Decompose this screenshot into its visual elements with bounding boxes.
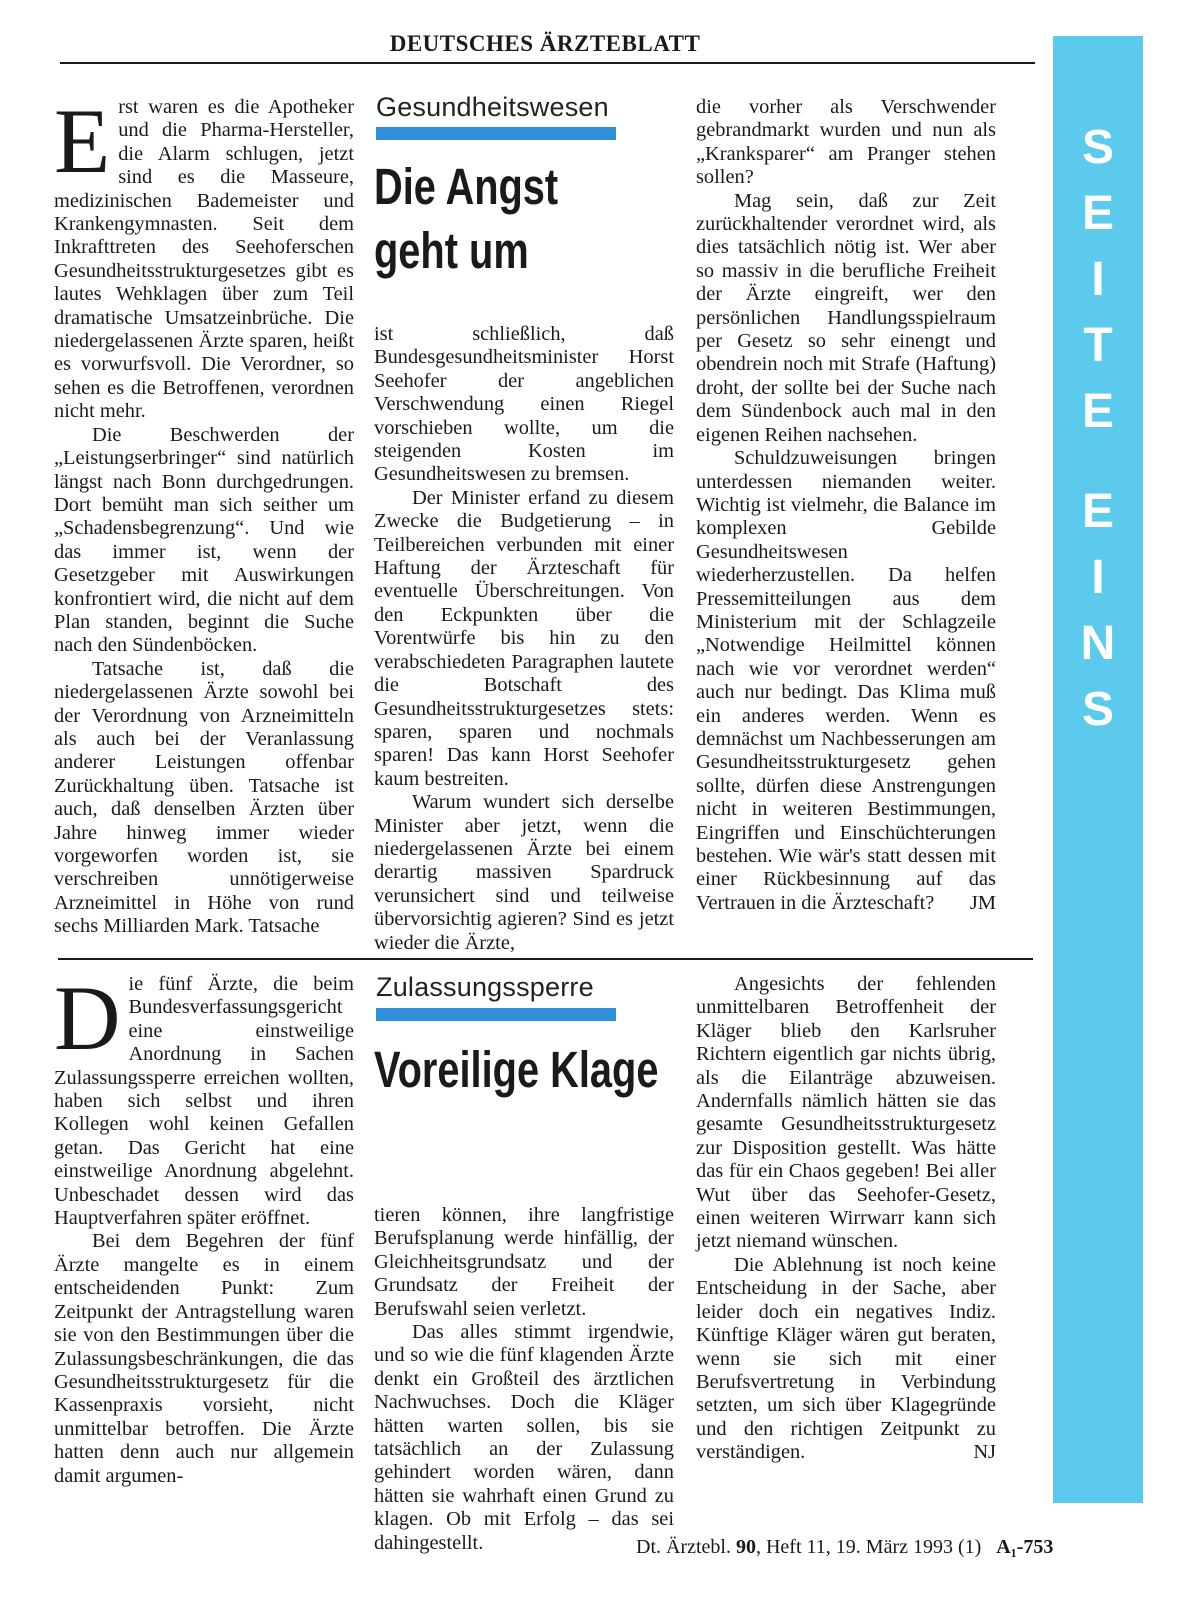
strip-letter: E (1081, 385, 1114, 438)
paragraph-text: Die Ablehnung ist noch keine Entscheidung in der Sache, aber leider doch ein negatives Indiz. Künftige Kläger wären gut beraten, wenn sie sich mit einer Berufsvertretung in Verbindung setzten, um sich über Klagegründe und den richtigen Zeitpunkt zu verständigen. (696, 1253, 996, 1464)
article1-headline-line-1: Die Angst (374, 158, 559, 215)
footer-issue: , Heft 11, 19. März 1993 (1) (755, 1536, 982, 1558)
author-signature: JM (969, 891, 996, 914)
article2-paragraph: Das alles stimmt irgendwie, und so wie die fünf klagenden Ärzte denkt ein Großteil des ärztlichen Nachwuchses. Doch die Kläger hätten warten sollen, bis sie tatsächlich an der Zulassung gehindert worden wären, dann hätten sie wahrhaft einen Grund zu klagen. Ob mit Erfolg – das sei dahingestellt. (374, 1321, 674, 1554)
strip-letter: T (1083, 319, 1113, 372)
article1-headline-line-2: geht um (374, 222, 529, 279)
page-number: A₁-753 (996, 1536, 1054, 1558)
article2-column-1 (54, 967, 354, 1488)
strip-letter: N (1080, 617, 1116, 670)
strip-letter: I (1091, 551, 1105, 604)
article1-paragraph: Der Minister erfand zu diesem Zwecke die Budgetierung – in Teilbereichen verbunden mit einer Haftung der Ärzteschaft für eventuelle Überschreitungen. Von den Eckpunkten über die Vorentwürfe bis hin zu den verabschiedeten Paragraphen lautete die Botschaft des Gesundheitsstrukturgesetzes stets: sparen, sparen und nochmals sparen! Das kann Horst Seehofer kaum bestreiten. (374, 486, 674, 790)
strip-letter: S (1081, 683, 1114, 736)
paragraph-text: rst waren es die Apotheker und die Pharma-Hersteller, die Alarm schlugen, jetzt sind es die Masseure, medizinischen Bademeister und Krankengymnasten. Seit dem Inkrafttreten des Seehoferschen Gesundheitsstrukturgesetzes gibt es lautes Wehklagen über zum Teil dramatische Umsatzeinbrüche. Die niedergelassenen Ärzte sparen, heißt es vorwurfsvoll. Die Verordner, so sehen es die Betroffenen, verordnen nicht mehr. (54, 96, 354, 423)
article1-paragraph: Die Beschwerden der „Leistungserbringer“ sind natürlich längst nach Bonn durchgedrungen. Dort bemüht man sich seither um „Schadensbegrenzung“. Und wie das immer ist, wenn der Gesetzgeber mit Auswirkungen konfrontiert wird, die nicht auf dem Plan standen, beginnt die Suche nach den Sündenböcken. (54, 423, 354, 657)
article2-paragraph: Bei dem Begehren der fünf Ärzte mangelte es in einem entscheidenden Punkt: Zum Zeitpunkt der Antragstellung waren sie von den Bestimmungen über die Zulassungsbeschränkungen, die das Gesundheitsstrukturgesetz für die Kassenpraxis vorsieht, nicht unmittelbar betroffen. Die Ärzte hatten denn auch nur allgemein damit argumen- (54, 1230, 354, 1487)
section-strip (1053, 36, 1143, 1503)
paragraph-text: Schuldzuweisungen bringen unterdessen niemanden weiter. Wichtig ist vielmehr, die Balance im komplexen Gebilde Gesundheitswesen wiederherzustellen. Da helfen Pressemitteilungen aus dem Ministerium mit der Schlagzeile „Notwendige Heilmittel können nach wie vor verordnet werden“ auch nur bedingt. Das Klima muß ein anderes werden. Wenn es demnächst um Nachbesserungen am Gesundheitsstrukturgesetz gehen sollte, dürfen diese Anstrengungen nicht in weiteren Bestimmungen, Eingriffen und Einschüchterungen bestehen. Wie wär's statt dessen mit einer Rückbesinnung auf das Vertrauen in die Ärzteschaft? (696, 447, 996, 914)
article2-paragraph: Angesichts der fehlenden unmittelbaren Betroffenheit der Kläger blieb den Karlsruher Richtern eigentlich gar nichts übrig, als die Eilanträge abzuweisen. Andernfalls nämlich hätten sie das gesamte Gesundheitsstrukturgesetz zur Disposition gestellt. Was hätte das für ein Chaos gegeben! Bei aller Wut über das Seehofer-Gesetz, einen weiteren Wirrwarr kann sich jetzt niemand wünschen. (696, 973, 996, 1253)
article1-paragraph (696, 447, 996, 915)
drop-cap: D (54, 967, 121, 1069)
article1-column-2 (374, 323, 674, 955)
article2-kicker: Zulassungssperre (376, 972, 594, 1002)
masthead: DEUTSCHES ÄRZTEBLATT (389, 31, 701, 56)
paragraph-text: ie fünf Ärzte, die beim Bundesverfassungsgericht eine einstweilige Anordnung in Sachen Zulassungssperre erreichen wollten, haben sich selbst und ihren Kollegen wohl keinen Gefallen getan. Das Gericht hat eine einstweilige Anordnung abgelehnt. Unbeschadet dessen wird das Hauptverfahren später eröffnet. (54, 973, 354, 1230)
article2-paragraph: tieren können, ihre langfristige Berufsplanung werde hinfällig, der Gleichheitsgrundsatz und der Grundsatz der Freiheit der Berufswahl seien verletzt. (374, 1204, 674, 1320)
article1-column-1 (54, 90, 354, 939)
page-footer (636, 1536, 1053, 1559)
article-divider (58, 958, 1033, 960)
strip-letter: E (1081, 485, 1114, 538)
article1-column-3 (696, 96, 996, 915)
article1-kicker-bar (376, 127, 616, 140)
section-strip-letters (1053, 121, 1143, 752)
article1-kicker: Gesundheitswesen (376, 92, 609, 122)
article2-kicker-bar (376, 1008, 616, 1021)
article1-paragraph (54, 90, 354, 424)
strip-letter: S (1081, 121, 1114, 174)
article1-paragraph: ist schließlich, daß Bundesgesundheitsminister Horst Seehofer der angeblichen Verschwendung einen Riegel vorschieben wollte, um die steigenden Kosten im Gesundheitswesen zu bremsen. (374, 323, 674, 486)
article1-paragraph: Tatsache ist, daß die niedergelassenen Ärzte sowohl bei der Verordnung von Arzneimitteln als auch bei der Veranlassung anderer Leistungen offenbar Zurückhaltung üben. Tatsache ist auch, daß denselben Ärzten über Jahre hinweg immer wieder vorgeworfen worden ist, sie verschreiben unnötigerweise Arzneimittel in Höhe von rund sechs Milliarden Mark. Tatsache (54, 657, 354, 938)
author-signature: NJ (973, 1441, 996, 1464)
article2-paragraph (54, 967, 354, 1230)
strip-letter: I (1091, 253, 1105, 306)
footer-volume: 90 (735, 1536, 756, 1558)
article2-column-2 (374, 1204, 674, 1555)
article2-column-3 (696, 973, 996, 1465)
strip-letter: E (1081, 187, 1114, 240)
drop-cap: E (54, 90, 111, 192)
article2-headline: Voreilige Klage (374, 1041, 659, 1098)
article2-paragraph (696, 1254, 996, 1465)
article1-paragraph: Warum wundert sich derselbe Minister aber jetzt, wenn die niedergelassenen Ärzte bei einem derartig massiven Spardruck verunsichert sind und teilweise übervorsichtig agieren? Sind es jetzt wieder die Ärzte, (374, 791, 674, 954)
footer-journal: Dt. Ärztebl. (636, 1536, 731, 1558)
masthead-rule (60, 62, 1035, 64)
article1-paragraph: die vorher als Verschwender gebrandmarkt wurden und nun als „Kranksparer“ am Pranger stehen sollen? (696, 96, 996, 189)
article1-paragraph: Mag sein, daß zur Zeit zurückhaltender verordnet wird, als dies tatsächlich nötig ist. Wer aber so massiv in die berufliche Freiheit der Ärzte eingreift, wer den persönlichen Handlungsspielraum per Gesetz so sehr einengt und obendrein noch mit Strafe (Haftung) droht, der sollte bei der Suche nach dem Sündenbock auch mal in den eigenen Reihen nachsehen. (696, 189, 996, 446)
